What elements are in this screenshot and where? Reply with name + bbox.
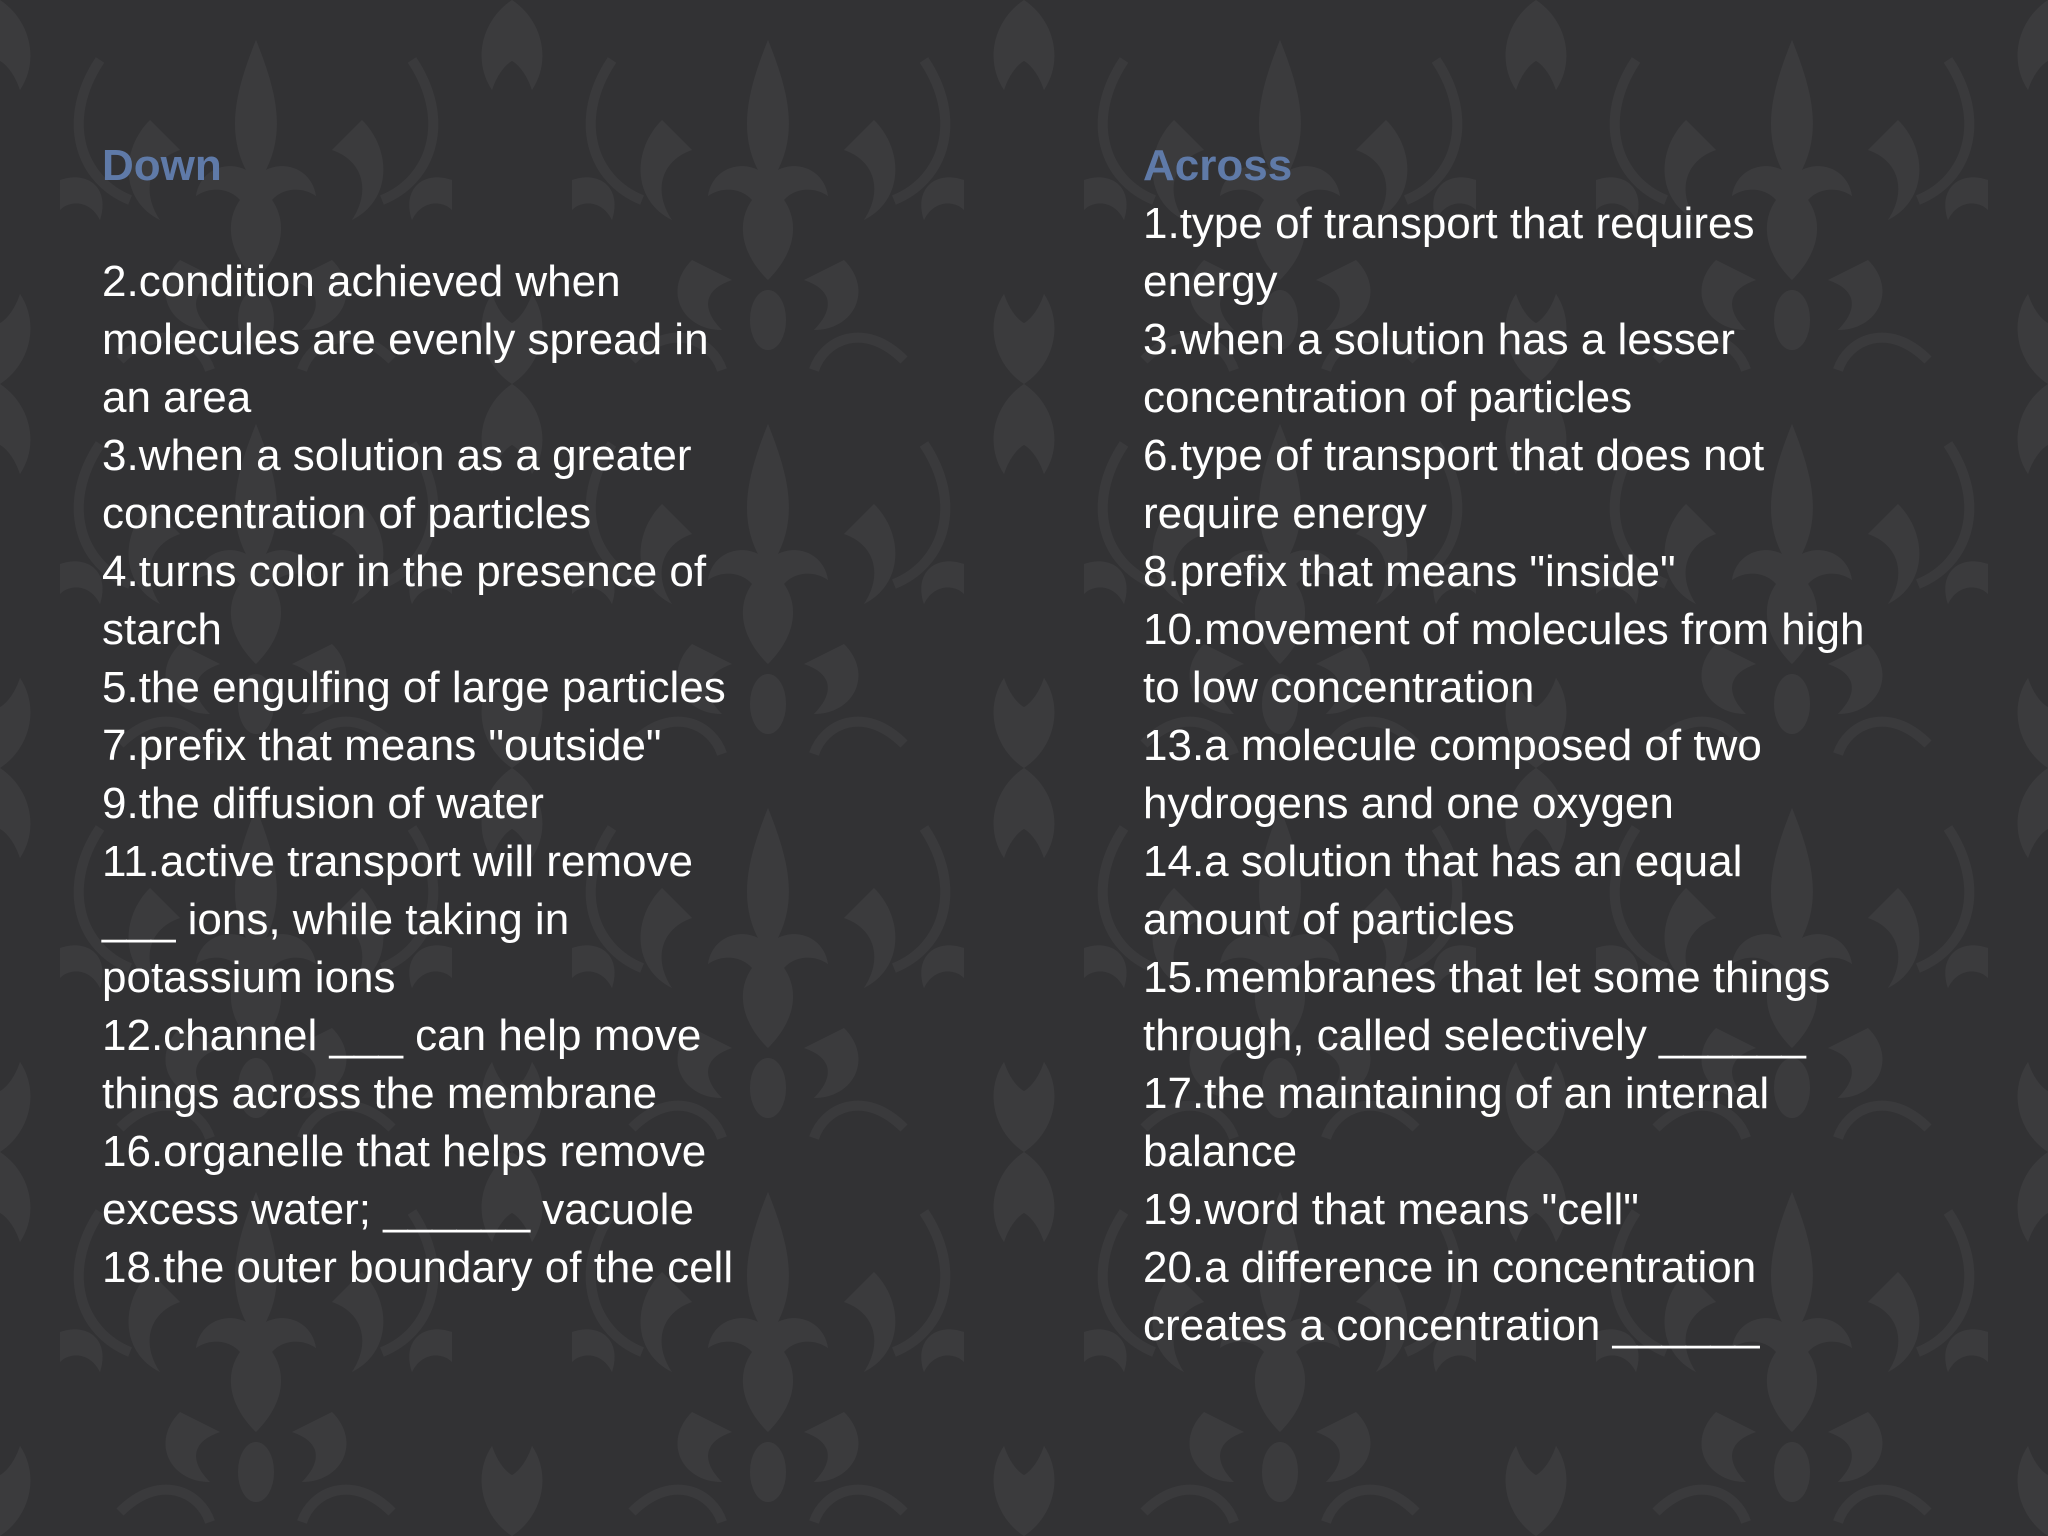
across-clue-line: creates a concentration ______ (1143, 1301, 1760, 1350)
down-clue-line: things across the membrane (102, 1069, 658, 1118)
down-clue-line: 16.organelle that helps remove (102, 1127, 707, 1176)
across-clue (1143, 601, 1963, 717)
down-clue-line: 12.channel ___ can help move (102, 1011, 702, 1060)
across-clue-line: 10.movement of molecules from high (1143, 605, 1865, 654)
down-clue (102, 717, 802, 775)
across-clue (1143, 1065, 1963, 1181)
down-heading: Down (102, 141, 222, 190)
down-clue (102, 659, 802, 717)
across-clue (1143, 427, 1963, 543)
down-clue-list (102, 253, 1082, 1297)
across-clue (1143, 833, 1963, 949)
across-clue-line: balance (1143, 1127, 1298, 1176)
down-clue-line: excess water; ______ vacuole (102, 1185, 694, 1234)
across-clue-line: 19.word that means "cell" (1143, 1185, 1639, 1234)
across-clue-line: 15.membranes that let some things (1143, 953, 1831, 1002)
down-clue (102, 543, 802, 659)
across-clue (1143, 1239, 1963, 1355)
across-clue-line: concentration of particles (1143, 373, 1633, 422)
down-clue (102, 1123, 802, 1239)
across-clue-line: energy (1143, 257, 1278, 306)
down-clue-line: 9.the diffusion of water (102, 779, 544, 828)
down-clue-line: 2.condition achieved when (102, 257, 621, 306)
across-heading: Across (1143, 141, 1293, 190)
down-clue-line: 7.prefix that means "outside" (102, 721, 662, 770)
across-clue (1143, 311, 1963, 427)
across-clue-line: through, called selectively ______ (1143, 1011, 1806, 1060)
down-clue-line: potassium ions (102, 953, 396, 1002)
across-clue-line: 13.a molecule composed of two (1143, 721, 1762, 770)
across-clue-line: 14.a solution that has an equal (1143, 837, 1743, 886)
across-clue-line: 1.type of transport that requires (1143, 199, 1755, 248)
down-clue-line: 3.when a solution as a greater (102, 431, 692, 480)
across-clue-line: amount of particles (1143, 895, 1515, 944)
down-clue-line: 4.turns color in the presence of (102, 547, 707, 596)
across-clues-column (1143, 137, 2023, 1355)
heading-spacer (102, 195, 1082, 253)
down-clue-line: 18.the outer boundary of the cell (102, 1243, 734, 1292)
down-clue-line: 5.the engulfing of large particles (102, 663, 726, 712)
across-clue-line: require energy (1143, 489, 1427, 538)
across-clue (1143, 949, 1963, 1065)
across-clue-line: to low concentration (1143, 663, 1535, 712)
down-clue-line: an area (102, 373, 252, 422)
down-clue (102, 427, 802, 543)
across-clue (1143, 1181, 1963, 1239)
across-clue (1143, 717, 1963, 833)
across-clue-line: hydrogens and one oxygen (1143, 779, 1674, 828)
down-clue (102, 1007, 802, 1123)
down-clue-line: 11.active transport will remove (102, 837, 693, 886)
across-clue-line: 17.the maintaining of an internal (1143, 1069, 1770, 1118)
across-clue-list (1143, 195, 2023, 1355)
across-clue-line: 3.when a solution has a lesser (1143, 315, 1735, 364)
down-clue-line: concentration of particles (102, 489, 592, 538)
down-clue-line: ___ ions, while taking in (102, 895, 570, 944)
down-clue (102, 1239, 802, 1297)
down-clue-line: molecules are evenly spread in (102, 315, 709, 364)
down-clues-column (102, 137, 1082, 1297)
down-clue (102, 253, 802, 427)
across-clue-line: 6.type of transport that does not (1143, 431, 1765, 480)
across-clue-line: 20.a difference in concentration (1143, 1243, 1757, 1292)
down-clue (102, 775, 802, 833)
across-clue (1143, 195, 1963, 311)
across-clue (1143, 543, 1963, 601)
down-clue-line: starch (102, 605, 222, 654)
down-clue (102, 833, 802, 1007)
across-clue-line: 8.prefix that means "inside" (1143, 547, 1676, 596)
